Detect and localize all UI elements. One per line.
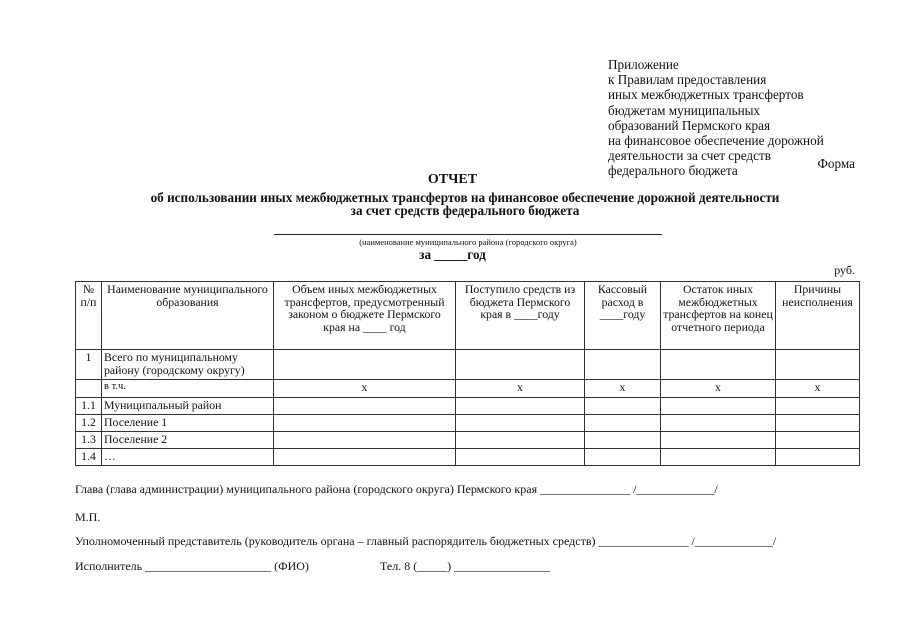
row-name: Поселение 2: [102, 432, 274, 449]
row-number: 1.3: [76, 432, 102, 449]
seal-placeholder: М.П.: [75, 510, 101, 524]
report-subtitle-line-2: за счет средств федерального бюджета: [350, 203, 580, 218]
row-number: 1.2: [76, 415, 102, 432]
row-number: 1: [76, 350, 102, 380]
row-cell: [776, 350, 860, 380]
header-remainder: Остаток иных межбюджетных трансфертов на конец отчетного периода: [661, 282, 776, 350]
head-signature-line: Глава (глава администрации) муниципального района (городского округа) Пермского края _______________ /_____________/: [75, 482, 718, 496]
report-table: [75, 281, 860, 466]
row-cell: x: [274, 380, 456, 398]
row-cell: x: [776, 380, 860, 398]
table-row: [76, 449, 860, 466]
appendix-line: Приложение: [608, 57, 679, 72]
representative-signature-line: Уполномоченный представитель (руководитель органа – главный распорядитель бюджетных средств) _______________ /_____________/: [75, 534, 777, 548]
row-cell: [776, 449, 860, 466]
row-cell: x: [585, 380, 661, 398]
row-cell: [776, 415, 860, 432]
appendix-line: федерального бюджета: [608, 163, 738, 179]
row-cell: [661, 449, 776, 466]
row-name: Муниципальный район: [102, 398, 274, 415]
table-row: [76, 350, 860, 380]
row-number: 1.4: [76, 449, 102, 466]
row-number: [76, 380, 102, 398]
row-cell: [585, 432, 661, 449]
row-cell: [456, 415, 585, 432]
row-cell: [585, 415, 661, 432]
row-cell: [274, 350, 456, 380]
row-cell: [776, 432, 860, 449]
row-cell: [274, 432, 456, 449]
row-cell: [456, 350, 585, 380]
header-received: Поступило средств из бюджета Пермского края в ____году: [456, 282, 585, 350]
row-cell: [661, 415, 776, 432]
report-subtitle: [80, 191, 850, 217]
row-cell: x: [661, 380, 776, 398]
table-row: [76, 432, 860, 449]
appendix-line: деятельности за счет средств: [608, 148, 771, 164]
row-cell: [274, 398, 456, 415]
row-cell: [585, 449, 661, 466]
table-header-row: [76, 282, 860, 350]
row-number: 1.1: [76, 398, 102, 415]
report-period-text: за _____год: [419, 247, 486, 262]
row-cell: [456, 432, 585, 449]
form-label: Форма: [817, 156, 855, 171]
header-planned-volume: Объем иных межбюджетных трансфертов, предусмотренный законом о бюджете Пермского края на ____ год: [274, 282, 456, 350]
row-cell: [661, 398, 776, 415]
row-cell: [456, 449, 585, 466]
row-name: …: [102, 449, 274, 466]
table-row: [76, 398, 860, 415]
header-municipality: Наименование муниципального образования: [102, 282, 274, 350]
municipality-name-caption: (наименование муниципального района (городского округа): [359, 237, 577, 247]
report-period: [0, 247, 905, 263]
row-cell: [661, 350, 776, 380]
row-name: Поселение 1: [102, 415, 274, 432]
appendix-line: на финансовое обеспечение дорожной: [608, 133, 824, 149]
appendix-line: к Правилам предоставления: [608, 72, 767, 88]
report-subtitle-line-1: об использовании иных межбюджетных трансфертов на финансовое обеспечение дорожной деятельности: [150, 190, 780, 205]
executor-line: Исполнитель _____________________ (ФИО): [75, 559, 309, 573]
header-reasons: Причины неисполнения: [776, 282, 860, 350]
phone-line: Тел. 8 (_____) ________________: [380, 559, 551, 573]
appendix-line: иных межбюджетных трансфертов: [608, 87, 804, 103]
report-title: ОТЧЕТ: [427, 172, 478, 187]
row-cell: [274, 415, 456, 432]
header-cash-expense: Кассовый расход в ____году: [585, 282, 661, 350]
row-cell: [776, 398, 860, 415]
appendix-line: бюджетам муниципальных: [608, 102, 761, 118]
row-cell: [274, 449, 456, 466]
table-row: [76, 415, 860, 432]
row-cell: [585, 350, 661, 380]
currency-label: руб.: [834, 263, 855, 277]
appendix-line: образований Пермского края: [608, 117, 771, 133]
row-name: в т.ч.: [102, 380, 274, 398]
municipality-name-line: [274, 234, 662, 235]
row-cell: [661, 432, 776, 449]
row-cell: x: [456, 380, 585, 398]
table-row: [76, 380, 860, 398]
row-cell: [585, 398, 661, 415]
row-cell: [456, 398, 585, 415]
row-name: Всего по муниципальному району (городскому округу): [102, 350, 274, 380]
header-number: № п/п: [76, 282, 102, 350]
